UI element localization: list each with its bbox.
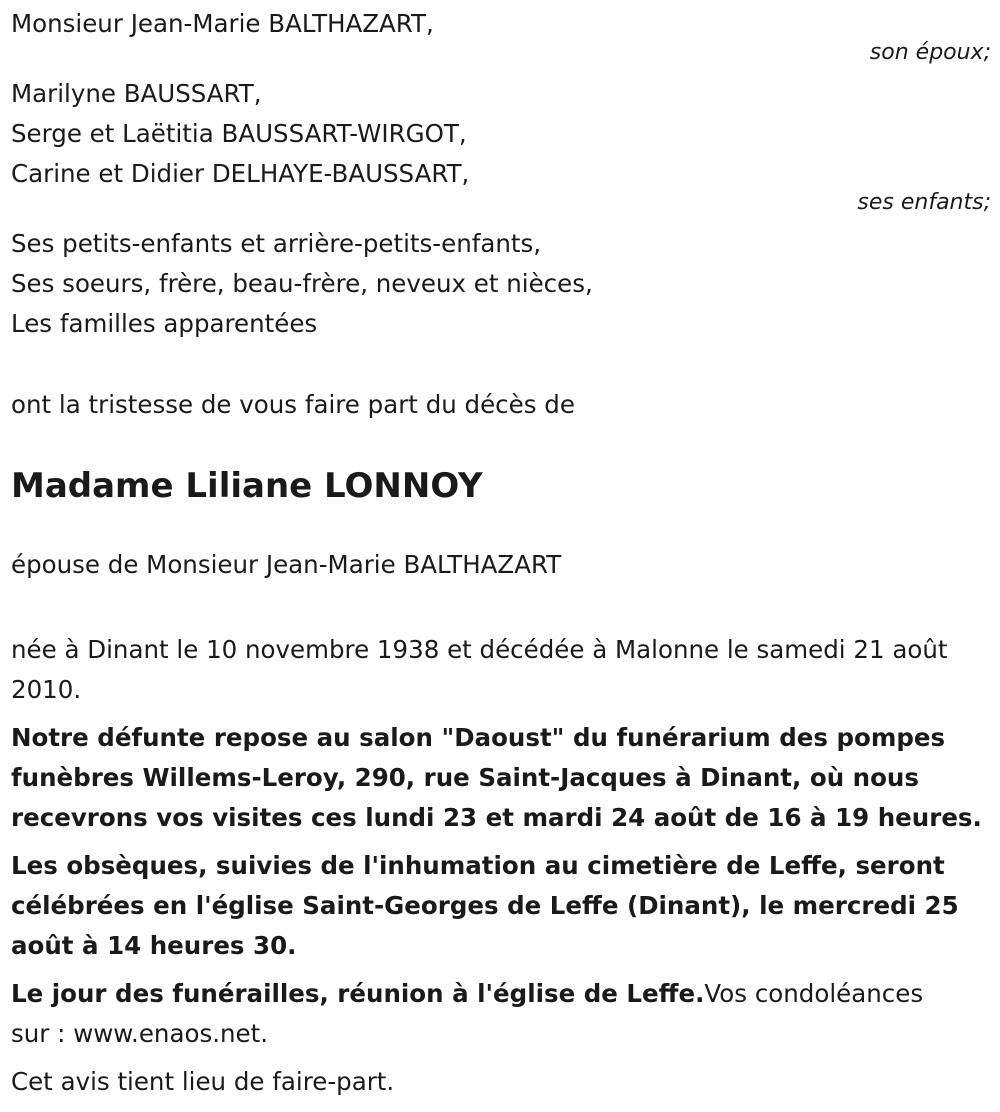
birth-death-text: née à Dinant le 10 novembre 1938 et décédée à Malonne le samedi 21 août 2010. <box>11 635 948 704</box>
condolences-text: Vos condoléances sur : www.enaos.net. <box>11 979 924 1048</box>
closing-text: Cet avis tient lieu de faire-part. <box>11 1067 395 1096</box>
child-name: Serge et Laëtitia BAUSSART-WIRGOT, <box>11 119 467 148</box>
children-role: ses enfants; <box>857 190 991 215</box>
family-line: Ses soeurs, frère, beau-frère, neveux et nièces, <box>11 269 593 298</box>
obituary-notice <box>11 4 991 1102</box>
meeting-bold-text: Le jour des funérailles, réunion à l'église de Leffe. <box>11 979 705 1008</box>
spouse-name: Monsieur Jean-Marie BALTHAZART, <box>11 9 434 38</box>
funeral-text: Les obsèques, suivies de l'inhumation au cimetière de Leffe, seront célébrées en l'église Saint-Georges de Leffe (Dinant), le mercredi 25 août à 14 heures 30. <box>11 851 959 960</box>
child-name: Carine et Didier DELHAYE-BAUSSART, <box>11 159 470 188</box>
visitation-text: Notre défunte repose au salon "Daoust" du funérarium des pompes funèbres Willems-Leroy, 290, rue Saint-Jacques à Dinant, où nous recevrons vos visites ces lundi 23 et mardi 24 août de 16 à 19 heures. <box>11 723 982 832</box>
spouse-of-text: épouse de Monsieur Jean-Marie BALTHAZART <box>11 550 562 579</box>
deceased-name: Madame Liliane LONNOY <box>11 466 483 506</box>
meeting-paragraph <box>11 974 961 1054</box>
spouse-role: son époux; <box>869 40 991 65</box>
spouse-block <box>11 4 991 66</box>
family-line: Ses petits-enfants et arrière-petits-enfants, <box>11 229 542 258</box>
family-line: Les familles apparentées <box>11 309 318 338</box>
announcement-text: ont la tristesse de vous faire part du décès de <box>11 390 575 419</box>
children-block <box>11 74 991 216</box>
family-block <box>11 224 991 344</box>
child-name: Marilyne BAUSSART, <box>11 79 262 108</box>
